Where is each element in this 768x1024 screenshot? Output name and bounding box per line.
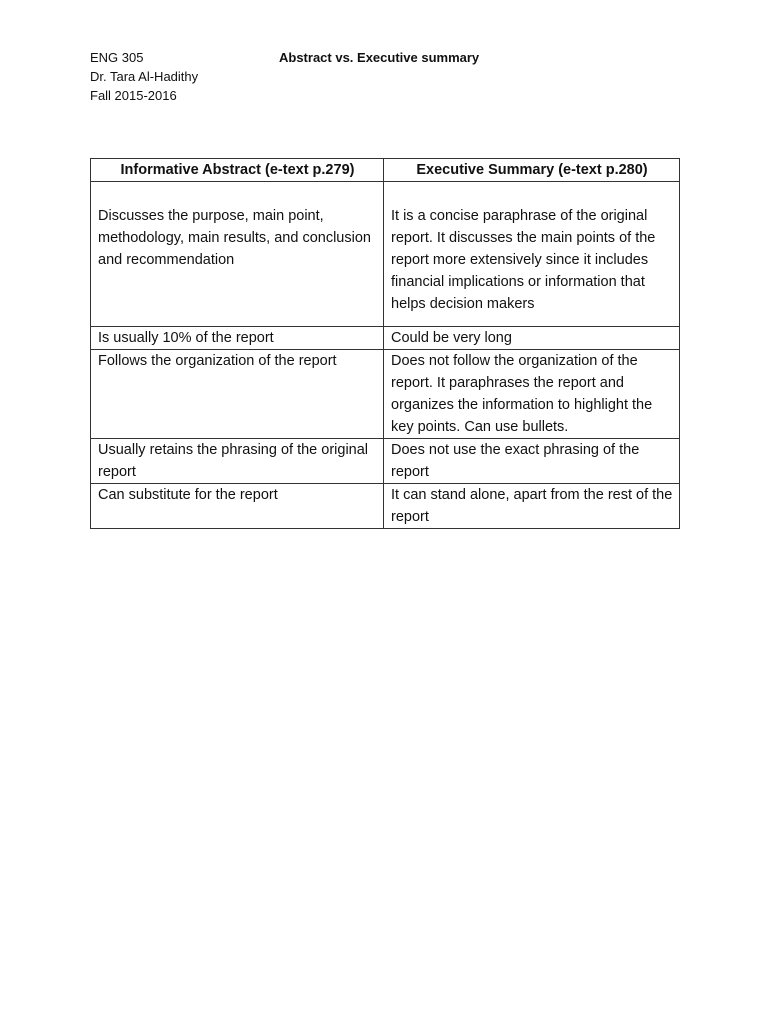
document-title: Abstract vs. Executive summary	[279, 50, 480, 65]
table-row	[91, 484, 680, 529]
abstract-cell: Discusses the purpose, main point, methodology, main results, and conclusion and recommendation	[91, 182, 384, 327]
table-row	[91, 439, 680, 484]
executive-summary-cell: Does not follow the organization of the report. It paraphrases the report and organizes the information to highlight the key points. Can use bullets.	[384, 350, 680, 439]
table-row	[91, 182, 680, 327]
course-info	[90, 48, 198, 105]
term: Fall 2015-2016	[90, 88, 177, 103]
course-code: ENG 305	[90, 50, 144, 65]
abstract-cell: Can substitute for the report	[91, 484, 384, 529]
executive-summary-cell: It can stand alone, apart from the rest of the report	[384, 484, 680, 529]
executive-summary-cell: Does not use the exact phrasing of the report	[384, 439, 680, 484]
table-header-row	[91, 159, 680, 182]
table-row	[91, 350, 680, 439]
abstract-cell: Follows the organization of the report	[91, 350, 384, 439]
executive-summary-cell: Could be very long	[384, 327, 680, 350]
abstract-cell: Usually retains the phrasing of the original report	[91, 439, 384, 484]
column-header-abstract: Informative Abstract (e-text p.279)	[91, 159, 384, 182]
comparison-table	[90, 158, 680, 529]
table-row	[91, 327, 680, 350]
executive-summary-cell: It is a concise paraphrase of the original report. It discusses the main points of the report more extensively since it includes financial implications or information that helps decision makers	[384, 182, 680, 327]
column-header-executive-summary: Executive Summary (e-text p.280)	[384, 159, 680, 182]
abstract-cell: Is usually 10% of the report	[91, 327, 384, 350]
instructor-name: Dr. Tara Al-Hadithy	[90, 69, 199, 84]
